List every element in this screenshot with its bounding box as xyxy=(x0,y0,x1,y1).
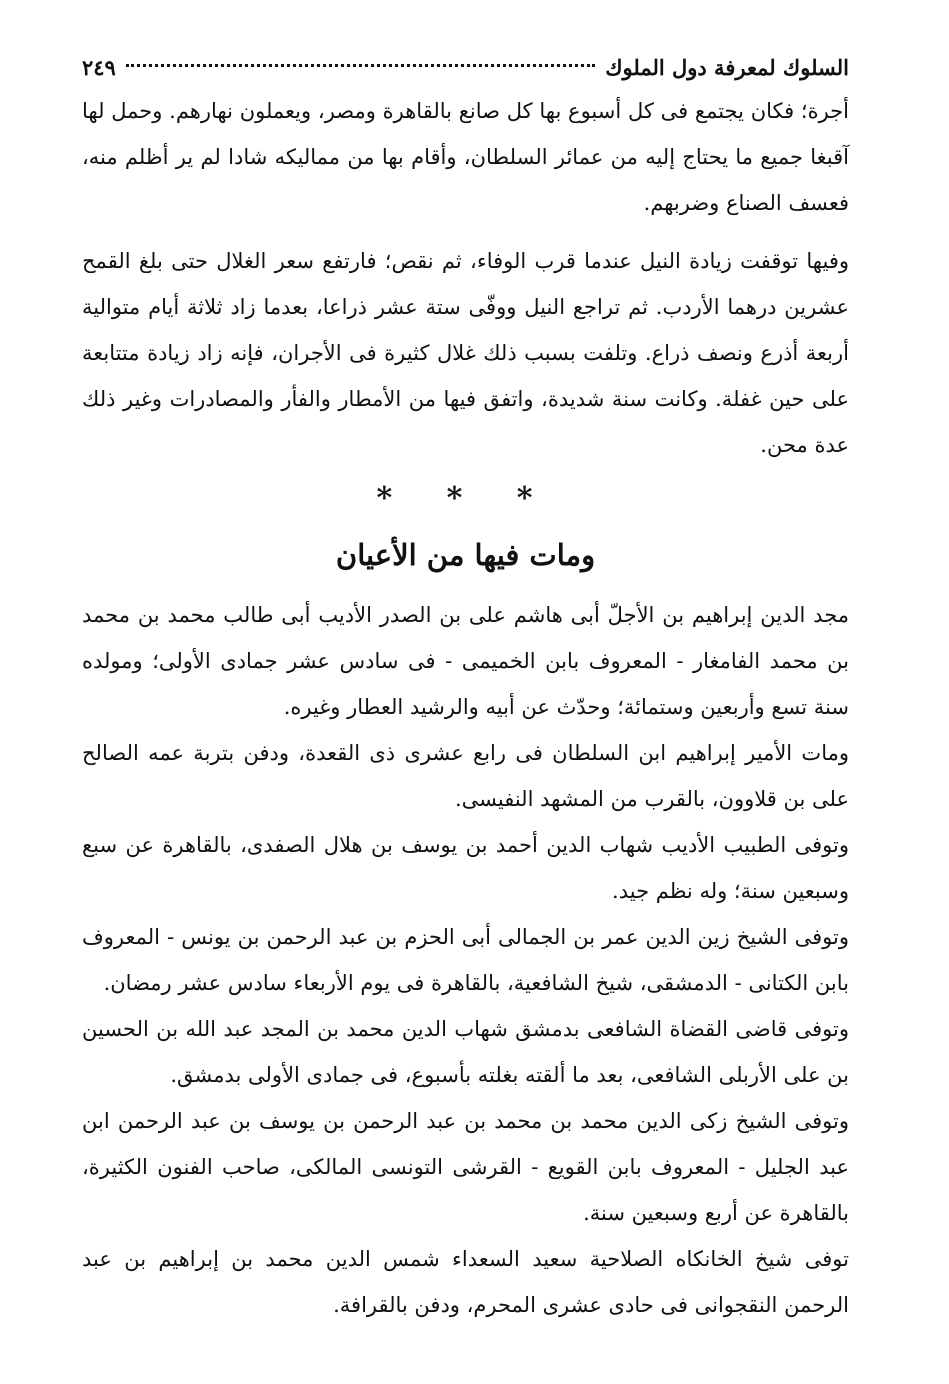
paragraph-nile-flood: وفيها توقفت زيادة النيل عندما قرب الوفاء، ثم نقص؛ فارتفع سعر الغلال حتى بلغ القمح عشرين درهما الأردب. ثم تراجع النيل ووفّى ستة عشر ذراعا، بعدما زاد ثلاثة أيام متوالية أربعة أذرع ونصف ذراع. وتلفت بسبب ذلك غلال كثيرة فى الأجران، فإنه زاد زيادة متتابعة على حين غفلة. وكانت سنة شديدة، واتفق فيها من الأمطار والفأر والمصادرات وغير ذلك عدة محن. xyxy=(82,249,849,457)
header-leader-dots xyxy=(126,64,595,67)
paragraph-construction: أجرة؛ فكان يجتمع فى كل أسبوع بها كل صانع بالقاهرة ومصر، ويعملون نهارهم. وحمل لها آقبغا جميع ما يحتاج إليه من عمائر السلطان، وأقام بها من مماليكه شادا لم ير أظلم منه، فعسف الصناع وضربهم. xyxy=(82,99,849,215)
obituary-paragraph: توفى شيخ الخانكاه الصلاحية سعيد السعداء شمس الدين محمد بن إبراهيم بن عبد الرحمن النقجوانى فى حادى عشرى المحرم، ودفن بالقرافة. xyxy=(82,1247,849,1317)
obituary-paragraph: وتوفى الطبيب الأديب شهاب الدين أحمد بن يوسف بن هلال الصفدى، بالقاهرة عن سبع وسبعين سنة؛ وله نظم جيد. xyxy=(82,833,849,903)
obituary-paragraph: مجد الدين إبراهيم بن الأجلّ أبى هاشم على بن الصدر الأديب أبى طالب محمد بن محمد بن محمد الفامغار - المعروف بابن الخميمى - فى سادس عشر جمادى الأولى؛ ومولده سنة تسع وأربعين وستمائة؛ وحدّث عن أبيه والرشيد العطار وغيره. xyxy=(82,603,849,719)
book-title: السلوك لمعرفة دول الملوك xyxy=(605,55,849,80)
obituary-paragraph: وتوفى قاضى القضاة الشافعى بدمشق شهاب الدين محمد بن المجد عبد الله بن الحسين بن على الأربلى الشافعى، بعد ما ألقته بغلته بأسبوع، فى جمادى الأولى بدمشق. xyxy=(82,1017,849,1087)
obituary-paragraph: وتوفى الشيخ زين الدين عمر بن الجمالى أبى الحزم بن عبد الرحمن بن يونس - المعروف بابن الكتانى - الدمشقى، شيخ الشافعية، بالقاهرة فى يوم الأربعاء سادس عشر رمضان. xyxy=(82,925,849,995)
section-separator-stars: * * * xyxy=(376,481,555,516)
section-heading-notables: ومات فيها من الأعيان xyxy=(335,538,596,572)
obituary-paragraph: ومات الأمير إبراهيم ابن السلطان فى رابع عشرى ذى القعدة، ودفن بتربة عمه الصالح على بن قلاوون، بالقرب من المشهد النفيسى. xyxy=(82,741,849,811)
page-number: ٢٤٩ xyxy=(82,55,116,80)
running-header xyxy=(82,48,849,88)
obituary-paragraph: وتوفى الشيخ زكى الدين محمد بن محمد بن عبد الرحمن بن يوسف بن عبد الرحمن ابن عبد الجليل - المعروف بابن القويع - القرشى التونسى المالكى، صاحب الفنون الكثيرة، بالقاهرة عن أربع وسبعين سنة. xyxy=(82,1109,849,1225)
